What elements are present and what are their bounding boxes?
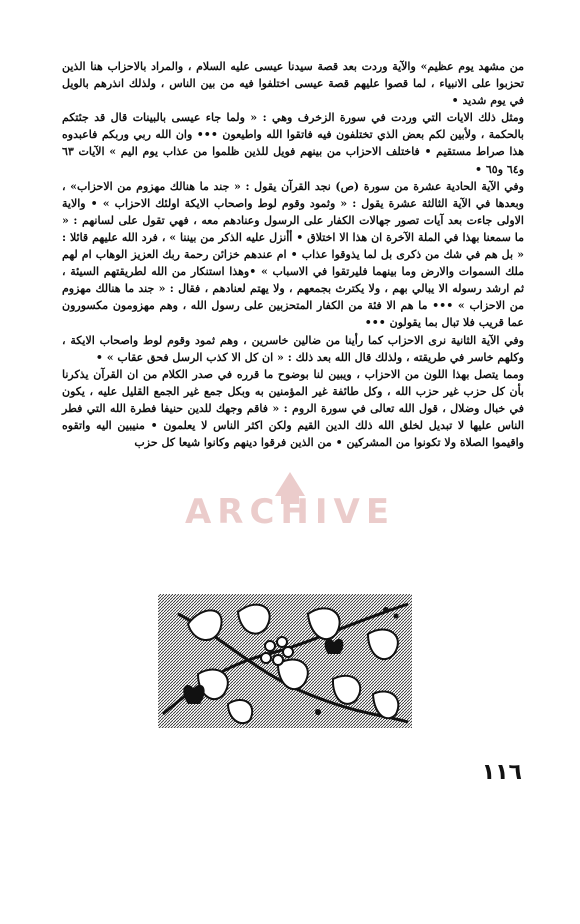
watermark-text: ARCHIVE — [184, 492, 396, 532]
floral-ornament-icon — [158, 594, 412, 728]
paragraph-2: ومثل ذلك الايات التي وردت في سورة الزخرف وهي : « ولما جاء عيسى بالبينات قال قد جئتكم بالحكمة ، ولأبين لكم بعض الذي تختلفون فيه فاتقوا الله واطيعون ••• وان الله ربي وربكم فاعبدوه هذا صراط مستقيم • فاختلف الاحزاب من بينهم فويل للذين ظلموا من عذاب يوم اليم » الآيات ٦٣ و٦٤ و٦٥ • — [62, 111, 524, 176]
paragraph-5: ومما يتصل بهذا اللون من الاحزاب ، ويبين لنا بوضوح ما قرره في صدر الكلام من ان القرآن يذكرنا بأن كل حزب غير حزب الله ، وكل طائفة غير المؤمنين به وبكل جمع غير الجمع القليل عليه ، يكون في خبال وضلال ، قول الله تعالى في سورة الروم : « فاقم وجهك للدين حنيفا فطرة الله التي فطر الناس عليها لا تبديل لخلق الله ذلك الدين القيم ولكن اكثر الناس لا يعلمون • منيبين اليه واتقوه واقيموا الصلاة ولا تكونوا من المشركين • من الذين فرقوا دينهم وكانوا شيعا كل حزب — [62, 367, 524, 450]
paragraph-4: وفي الآية الثانية نرى الاحزاب كما رأينا من ضالين خاسرين ، وهم ثمود وقوم لوط واصحاب الايكة ، وكلهم خاسر في طريقته ، ولذلك قال الله بعد ذلك : « ان كل الا كذب الرسل فحق عقاب » • — [62, 333, 524, 364]
paragraph-3: وفي الآية الحادية عشرة من سورة (ص) نجد القرآن يقول : « جند ما هنالك مهزوم من الاحزاب» ، وبعدها في الآية الثالثة عشرة يقول : « وثمود وقوم لوط واصحاب الايكة اولئك الاحزاب » • والاية الاولى جاءت بعد آيات تصور جهالات الكفار على الرسول وعنادهم معه ، فهي تقول على لسانهم : « ما سمعنا بهذا في الملة الآخرة ان هذا الا اختلاق • أأنزل عليه الذكر من بيننا » ، فرد الله عليهم قائلا : « بل هم في شك من ذكرى بل لما يذوقوا عذاب • ام عندهم خزائن رحمة ربك العزيز الوهاب ام لهم ملك السموات والارض وما بينهما فليرتقوا في الاسباب » •وهذا استنكار من الله لطريقتهم السيئة ، ثم ارشد رسوله الا يبالي بهم ، ولا يكترث بجمعهم ، ولا يهتم لعنادهم ، فقال : « جند ما هنالك مهزوم من الاحزاب » ••• ما هم الا فئة من الكفار المتحزبين على رسول الله ، وهم مهزومون مكسورون عما قريب فلا تبال بما يقولون ••• — [62, 179, 524, 330]
body-text — [62, 58, 524, 451]
paragraph-1: من مشهد يوم عظيم» والآية وردت بعد قصة سيدنا عيسى عليه السلام ، والمراد بالاحزاب هنا الذين تحزبوا على الانبياء ، لما قصوا عليهم قصة عيسى اختلفوا فيه من بين الناس ، ولذلك انذرهم بالويل في يوم شديد • — [62, 60, 524, 108]
page-number: ١١٦ — [481, 760, 522, 785]
watermark-emblem-icon — [125, 466, 455, 536]
archive-watermark — [125, 466, 455, 536]
